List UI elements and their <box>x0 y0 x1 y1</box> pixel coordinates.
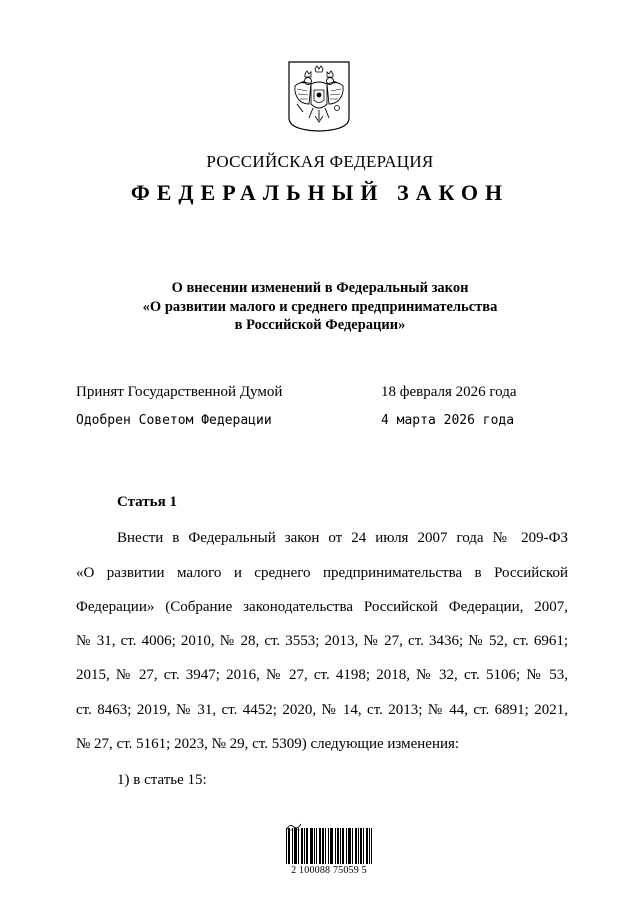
paragraph-line: «О развитии малого и среднего предпринимательства в Российской <box>76 565 568 581</box>
barcode-number: 2 100088 75059 5 <box>291 865 367 876</box>
document-barcode <box>282 816 376 880</box>
article-heading: Статья 1 <box>117 494 177 510</box>
document-type: ФЕДЕРАЛЬНЫЙ ЗАКОН <box>130 180 510 205</box>
adoption-duma-row <box>76 384 576 401</box>
adoption-date: 18 февраля 2026 года <box>381 384 517 400</box>
paragraph-line: ст. 8463; 2019, № 31, ст. 4452; 2020, № 14, ст. 2013; № 44, ст. 6891; 2021, <box>76 702 568 718</box>
paragraph-line: № 27, ст. 5161; 2023, № 29, ст. 5309) следующие изменения: <box>76 736 460 752</box>
double-headed-eagle-icon <box>287 60 351 132</box>
barcode-bars <box>286 828 372 864</box>
law-title-line: «О развитии малого и среднего предпринимательства <box>142 298 498 315</box>
paragraph-line: 2015, № 27, ст. 3947; 2016, № 27, ст. 4198; 2018, № 32, ст. 5106; № 53, <box>76 667 568 683</box>
adoption-label: Принят Государственной Думой <box>76 384 283 400</box>
paragraph-line: Федерации» (Собрание законодательства Российской Федерации, 2007, <box>76 599 568 615</box>
registration-mark-icon <box>286 818 302 828</box>
coat-of-arms-emblem <box>287 60 351 132</box>
law-title-line: в Российской Федерации» <box>234 317 406 333</box>
law-title-line: О внесении изменений в Федеральный закон <box>171 280 469 296</box>
approval-federation-council-row <box>76 413 576 428</box>
paragraph-line: Внести в Федеральный закон от 24 июля 2007 года № 209-ФЗ <box>117 530 568 546</box>
list-item: 1) в статье 15: <box>117 772 207 788</box>
approval-label: Одобрен Советом Федерации <box>76 413 272 428</box>
approval-date: 4 марта 2026 года <box>381 413 515 428</box>
law-title <box>0 279 640 335</box>
paragraph-line: № 31, ст. 4006; 2010, № 28, ст. 3553; 2013, № 27, ст. 3436; № 52, ст. 6961; <box>76 633 568 649</box>
country-name: РОССИЙСКАЯ ФЕДЕРАЦИЯ <box>206 152 434 171</box>
